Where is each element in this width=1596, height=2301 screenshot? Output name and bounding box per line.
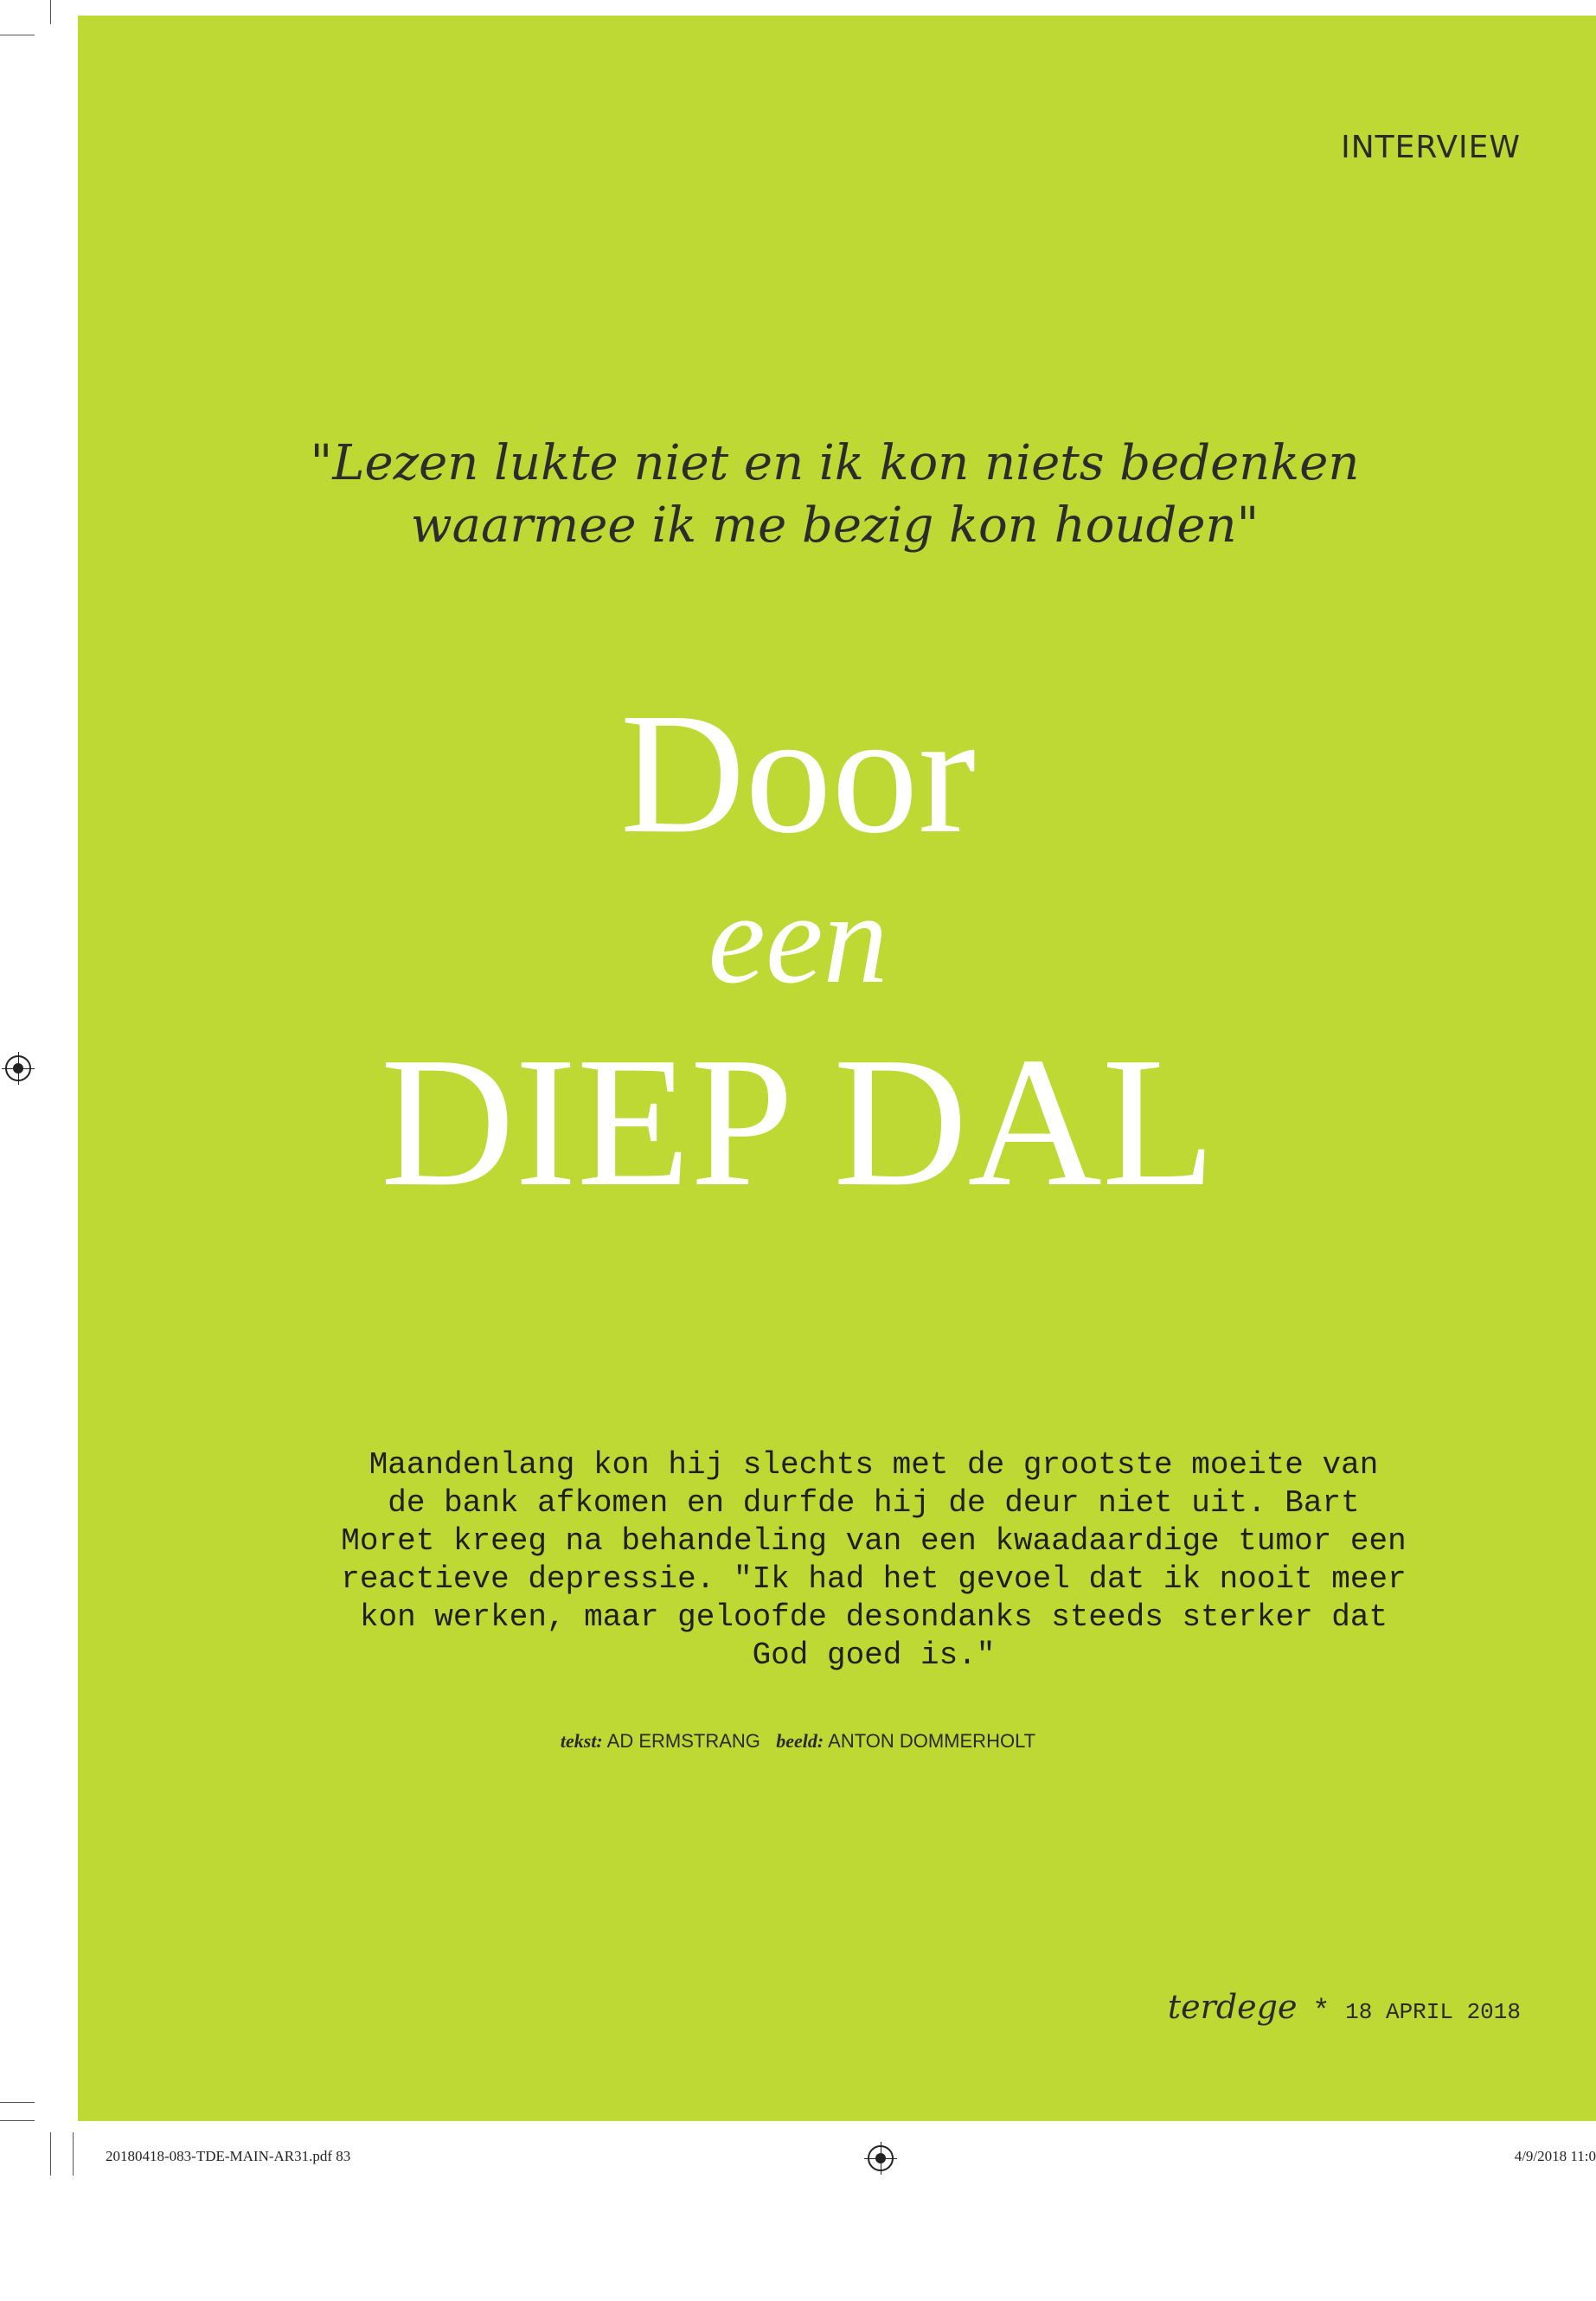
footer-brand: [1168, 1988, 1521, 2026]
credit-image-label: beeld:: [776, 1730, 824, 1752]
crop-mark: [73, 2132, 74, 2176]
crop-mark: [50, 0, 51, 24]
credit-text-name: AD ERMSTRANG: [606, 1730, 760, 1752]
headline: [0, 678, 1596, 1225]
print-slug-timestamp: 4/9/2018 11:0: [1514, 2148, 1596, 2164]
crop-mark: [0, 2120, 35, 2121]
intro-line: Maandenlang kon hij slechts met de grootste moeite van: [369, 1447, 1379, 1483]
headline-word-door: Door: [619, 678, 977, 869]
section-label: INTERVIEW: [1341, 130, 1521, 165]
crop-mark: [50, 2132, 51, 2176]
print-slug-file: 20180418-083-TDE-MAIN-AR31.pdf 83: [106, 2148, 351, 2164]
intro-line: reactieve depressie. "Ik had het gevoel dat ik nooit meer: [341, 1561, 1407, 1597]
crop-mark: [0, 2102, 35, 2103]
intro-paragraph: [294, 1446, 1453, 1675]
pull-quote: [260, 433, 1410, 557]
credits: [0, 1730, 1596, 1753]
intro-line: de bank afkomen en durfde hij de deur niet uit. Bart: [388, 1485, 1360, 1521]
headline-word-een: een: [708, 867, 888, 1010]
intro-line: Moret kreeg na behandeling van een kwaadaardige tumor een: [341, 1523, 1407, 1559]
intro-line: kon werken, maar geloofde desondanks steeds sterker dat: [359, 1599, 1388, 1635]
pull-quote-line: waarmee ik me bezig kon houden": [410, 497, 1259, 554]
issue-date: 18 APRIL 2018: [1345, 1999, 1521, 2025]
pull-quote-line: "Lezen lukte niet en ik kon niets bedenken: [310, 435, 1360, 491]
credit-text-label: tekst:: [560, 1730, 603, 1752]
intro-line: God goed is.": [752, 1638, 996, 1673]
headline-word-diep-dal: DIEP DAL: [380, 1018, 1216, 1225]
asterisk-icon: *: [1315, 1992, 1327, 2025]
credit-image-name: ANTON DOMMERHOLT: [828, 1730, 1036, 1752]
magazine-logo: terdege: [1167, 1988, 1298, 2026]
registration-mark-icon: [868, 2145, 894, 2171]
